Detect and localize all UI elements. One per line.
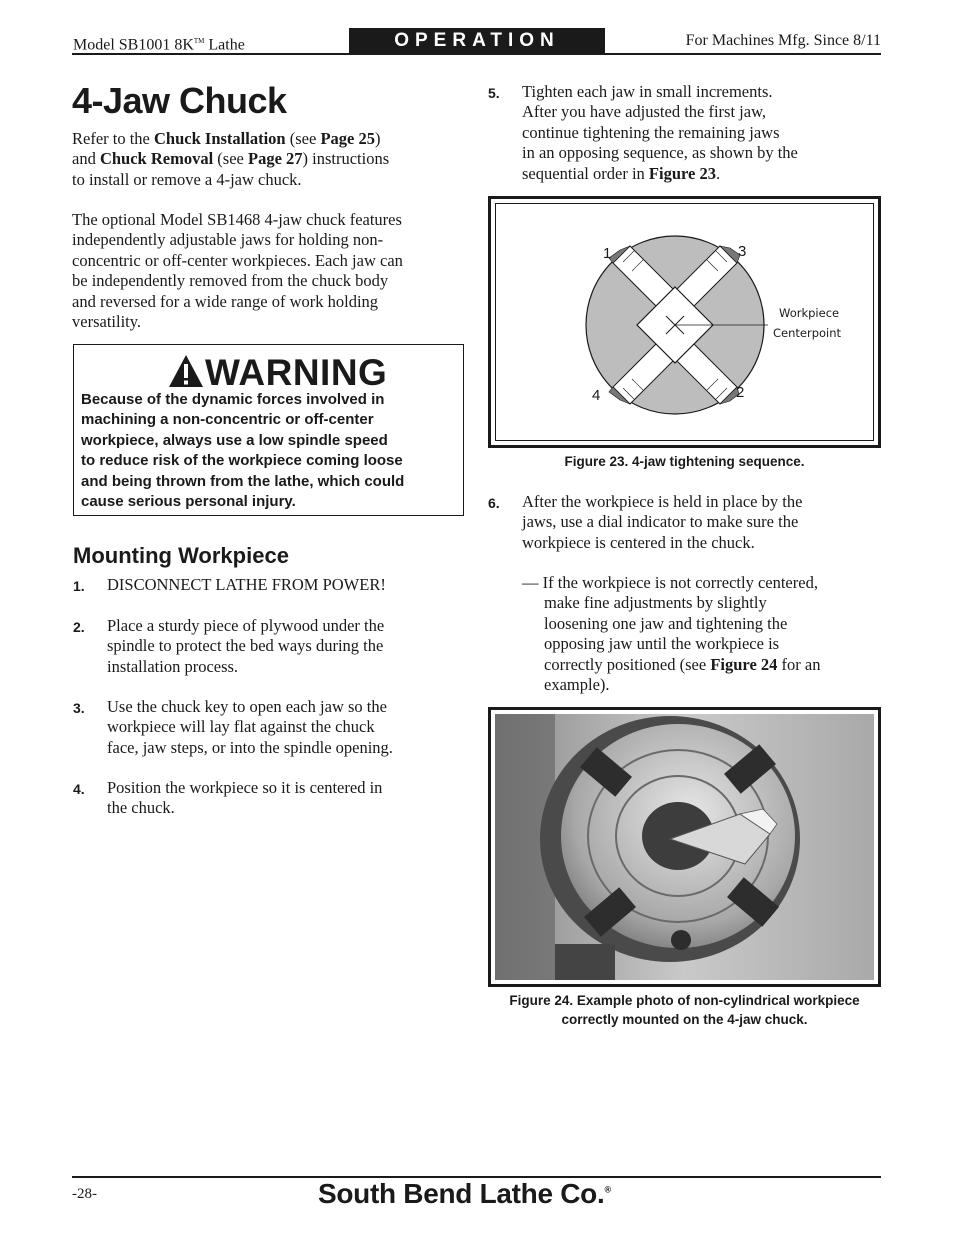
- step-number: 2.: [73, 619, 85, 635]
- chuck-photo: [495, 714, 874, 980]
- page-25-ref: Page 25: [320, 129, 375, 148]
- warning-line: Because of the dynamic forces involved in: [81, 391, 385, 408]
- step-6-text: [522, 492, 882, 553]
- carriage-part: [555, 944, 615, 980]
- intro-p2-line: be independently removed from the chuck body: [72, 271, 389, 291]
- workpiece-label: Workpiece: [779, 306, 840, 320]
- intro-p1-line-3: to install or remove a 4-jaw chuck.: [72, 169, 302, 189]
- step-line: in an opposing sequence, as shown by the: [522, 143, 798, 163]
- intro-text: and: [72, 149, 100, 169]
- figure-24-caption-line: Figure 24. Example photo of non-cylindrical workpiece: [509, 993, 860, 1008]
- brand-name: [318, 1178, 611, 1210]
- note-line: example).: [544, 675, 610, 695]
- step-line: After the workpiece is held in place by the: [522, 492, 803, 511]
- intro-text: (see: [213, 149, 248, 169]
- page-number: -28-: [72, 1186, 97, 1202]
- figure-23-caption: Figure 23. 4-jaw tightening sequence.: [564, 454, 805, 469]
- step-line: Tighten each jaw in small increments.: [522, 82, 773, 101]
- warning-line: and being thrown from the lathe, which could: [81, 472, 405, 490]
- header-rule: [72, 53, 881, 55]
- step-6-note: [522, 573, 882, 695]
- step-line: Use the chuck key to open each jaw so the: [107, 697, 387, 716]
- note-line: make fine adjustments by slightly: [544, 593, 767, 613]
- step-line: workpiece is centered in the chuck.: [522, 532, 755, 552]
- step-number: 6.: [488, 495, 500, 511]
- warning-line: workpiece, always use a low spindle speed: [81, 431, 388, 449]
- step-text: sequential order in: [522, 163, 649, 183]
- intro-p2-line: The optional Model SB1468 4-jaw chuck features: [72, 210, 402, 229]
- intro-p1-line-1: [72, 129, 467, 149]
- sequence-label-2: 2: [736, 384, 745, 401]
- brand-text: South Bend Lathe Co.: [318, 1178, 605, 1209]
- header-model-suffix: Lathe: [204, 36, 245, 54]
- step-line: spindle to protect the bed ways during the: [107, 636, 384, 656]
- intro-text: ): [374, 129, 381, 148]
- intro-text: ) instructions: [302, 149, 390, 169]
- note-text: correctly positioned (see: [544, 654, 711, 674]
- step-line: [522, 164, 882, 184]
- figure-24-caption: [488, 991, 881, 1029]
- header-right: For Machines Mfg. Since 8/11: [685, 32, 881, 49]
- sequence-label-3: 3: [738, 243, 747, 260]
- page-title: 4-Jaw Chuck: [72, 80, 287, 121]
- step-line: the chuck.: [107, 798, 175, 818]
- sequence-label-1: 1: [603, 245, 612, 262]
- note-line: — If the workpiece is not correctly centered,: [522, 573, 818, 592]
- intro-p2-line: concentric or off-center workpieces. Each jaw can: [72, 250, 403, 270]
- step-1-text: [107, 575, 467, 595]
- step-text: .: [716, 163, 721, 183]
- warning-triangle-icon: [168, 354, 204, 388]
- intro-p2-line: and reversed for a wide range of work holding: [72, 291, 379, 311]
- step-2-text: [107, 616, 467, 677]
- header-model-text: Model SB1001 8K: [73, 36, 194, 54]
- note-text: for an: [777, 654, 821, 674]
- sequence-label-4: 4: [592, 387, 601, 404]
- step-line: continue tightening the remaining jaws: [522, 122, 780, 142]
- step-5-text: [522, 82, 882, 184]
- step-line: Position the workpiece so it is centered in: [107, 778, 383, 797]
- figure-23-ref: Figure 23: [648, 163, 716, 183]
- intro-text: Refer to the: [72, 129, 155, 148]
- note-line: loosening one jaw and tightening the: [544, 613, 788, 633]
- step-number: 5.: [488, 85, 500, 101]
- step-line: workpiece will lay flat against the chuck: [107, 717, 375, 737]
- step-4-text: [107, 778, 467, 819]
- warning-label: WARNING: [205, 352, 388, 393]
- registered-mark: ®: [604, 1184, 611, 1195]
- step-3-text: [107, 697, 467, 758]
- step-line: face, jaw steps, or into the spindle opening.: [107, 737, 393, 757]
- intro-p1-line-2: [72, 149, 467, 169]
- figure-24-ref: Figure 24: [710, 654, 778, 674]
- step-line: installation process.: [107, 656, 239, 676]
- figure-24-caption-line: correctly mounted on the 4-jaw chuck.: [561, 1012, 808, 1027]
- step-number: 1.: [73, 578, 85, 594]
- warning-line: cause serious personal injury.: [81, 493, 296, 511]
- intro-text: (see: [285, 129, 321, 148]
- step-line: jaws, use a dial indicator to make sure the: [522, 512, 799, 532]
- intro-p2-line: independently adjustable jaws for holding non-: [72, 230, 384, 250]
- chuck-removal-ref: Chuck Removal: [99, 149, 214, 169]
- note-line: [522, 655, 882, 675]
- trademark-mark: TM: [193, 37, 205, 45]
- note-line: opposing jaw until the workpiece is: [544, 634, 780, 654]
- warning-text: [81, 390, 457, 512]
- step-line: DISCONNECT LATHE FROM POWER!: [107, 575, 386, 594]
- warning-line: machining a non-concentric or off-center: [81, 411, 374, 429]
- step-number: 4.: [73, 781, 85, 797]
- chuck-installation-ref: Chuck Installation: [154, 129, 286, 148]
- step-line: After you have adjusted the first jaw,: [522, 102, 767, 122]
- mounting-heading: Mounting Workpiece: [73, 543, 289, 568]
- warning-line: to reduce risk of the workpiece coming loose: [81, 452, 403, 470]
- section-tab: OPERATION: [349, 28, 605, 54]
- step-number: 3.: [73, 700, 85, 716]
- intro-paragraph-1: [72, 129, 467, 190]
- intro-p2-line: versatility.: [72, 312, 142, 332]
- intro-paragraph-2: [72, 210, 467, 332]
- step-line: Place a sturdy piece of plywood under the: [107, 616, 385, 635]
- centerpoint-label: Centerpoint: [773, 326, 842, 340]
- logo-mark: [671, 930, 691, 950]
- figure-23-diagram: [492, 200, 877, 444]
- page-27-ref: Page 27: [248, 149, 303, 169]
